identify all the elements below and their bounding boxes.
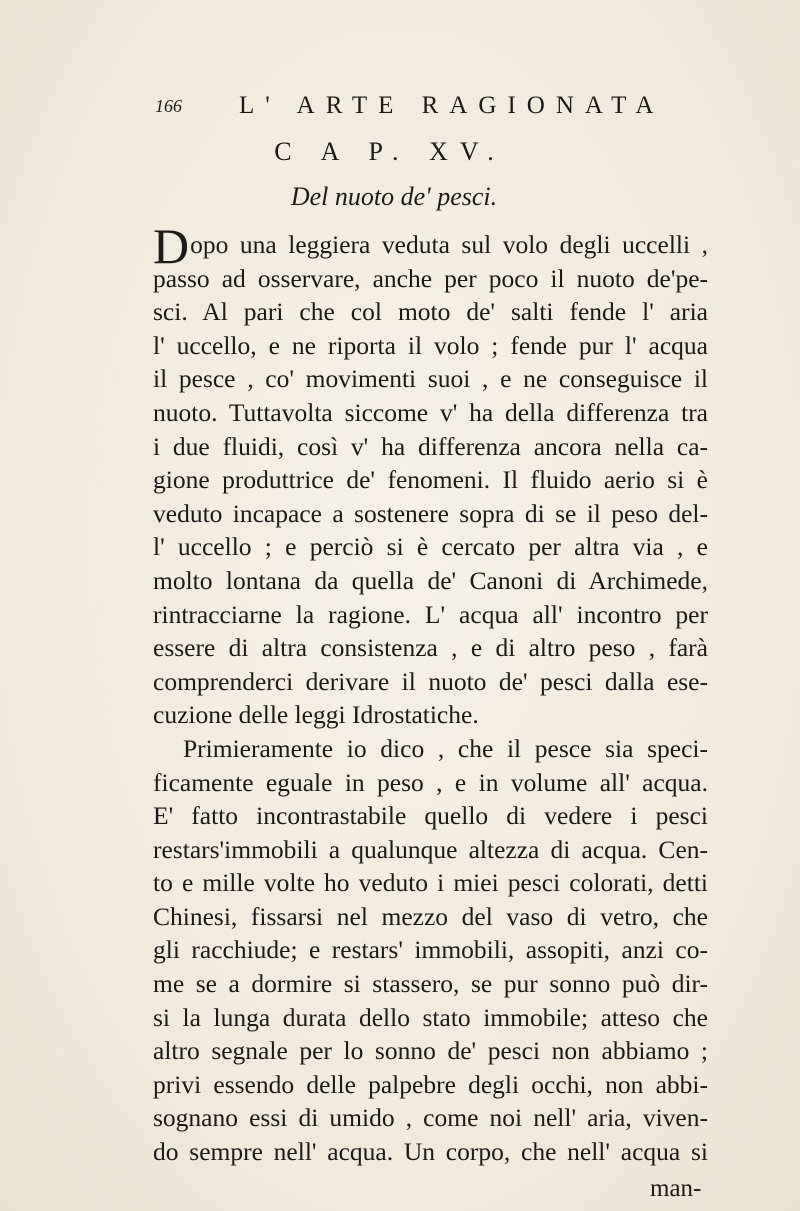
text-line-content: passo ad osservare, anche per poco il nuoto de'pe- <box>153 263 708 293</box>
text-line <box>153 262 708 296</box>
text-line <box>153 665 708 699</box>
text-line-content: i due fluidi, così v' ha differenza ancora nella ca- <box>153 431 708 461</box>
chapter-subtitle <box>0 182 800 212</box>
text-line-content: altro segnale per lo sonno de' pesci non abbiamo ; <box>153 1036 708 1066</box>
text-line <box>153 295 708 329</box>
text-line <box>153 396 708 430</box>
chapter-heading <box>0 137 800 167</box>
text-line <box>153 833 708 867</box>
text-line-content: il pesce , co' movimenti suoi , e ne conseguisce il <box>153 364 708 394</box>
text-line-content: veduto incapace a sostenere sopra di se il peso del- <box>153 498 708 528</box>
text-line-content: l' uccello ; e perciò si è cercato per altra via , e <box>153 532 708 562</box>
text-line-content: ficamente eguale in peso , e in volume all' acqua. <box>153 767 708 797</box>
text-line-content: comprenderci derivare il nuoto de' pesci dalla ese- <box>153 666 708 696</box>
text-line-content: sci. Al pari che col moto de' salti fende l' aria <box>153 297 708 327</box>
text-line <box>153 1135 708 1169</box>
text-line-content: l' uccello, e ne riporta il volo ; fende pur l' acqua <box>153 330 708 360</box>
text-line-content: restars'immobili a qualunque altezza di acqua. Cen- <box>153 834 708 864</box>
text-line-content: molto lontana da quella de' Canoni di Archimede, <box>153 565 708 595</box>
text-line <box>153 933 708 967</box>
text-line <box>153 564 708 598</box>
running-title: L' ARTE RAGIONATA <box>239 92 665 119</box>
drop-cap: D <box>153 218 190 274</box>
text-line-content: me se a dormire si stassero, se pur sonno può dir- <box>153 969 708 999</box>
text-line <box>153 362 708 396</box>
text-line-content: opo una leggiera veduta sul volo degli uccelli , <box>190 230 708 259</box>
text-line <box>153 766 708 800</box>
text-line <box>153 1001 708 1035</box>
text-line-content: privi essendo delle palpebre degli occhi, non abbi- <box>153 1069 708 1099</box>
text-line <box>153 218 708 274</box>
text-line-content: E' fatto incontrastabile quello di vedere i pesci <box>153 801 708 831</box>
text-line <box>153 1034 708 1068</box>
text-line <box>153 698 708 732</box>
running-head <box>155 92 715 122</box>
text-line <box>153 1068 708 1102</box>
text-line <box>153 530 708 564</box>
text-line-content: to e mille volte ho veduto i miei pesci colorati, detti <box>153 868 708 898</box>
text-line <box>153 900 708 934</box>
text-line <box>153 631 708 665</box>
text-line <box>153 799 708 833</box>
body-text <box>153 218 708 1169</box>
chapter-subtitle-text: Del nuoto de' pesci. <box>290 182 498 211</box>
text-line <box>153 967 708 1001</box>
text-line-content: essere di altra consistenza , e di altro peso , farà <box>153 633 708 663</box>
text-line-content: rintracciarne la ragione. L' acqua all' incontro per <box>153 599 708 629</box>
text-line-content: gione produttrice de' fenomeni. Il fluido aerio si è <box>153 465 708 495</box>
text-line <box>153 598 708 632</box>
catchword: man- <box>650 1175 702 1202</box>
text-line-content: do sempre nell' acqua. Un corpo, che nell' acqua si <box>153 1137 708 1167</box>
text-line-content: Chinesi, fissarsi nel mezzo del vaso di vetro, che <box>153 901 708 931</box>
text-line <box>153 463 708 497</box>
text-line-content: Primieramente io dico , che il pesce sia speci- <box>183 733 708 763</box>
text-line <box>153 430 708 464</box>
text-line <box>153 1101 708 1135</box>
text-line <box>153 329 708 363</box>
text-line-content: gli racchiude; e restars' immobili, assopiti, anzi co- <box>153 935 708 965</box>
chapter-heading-text: C A P. XV. <box>274 137 506 166</box>
page-number: 166 <box>155 96 182 116</box>
text-line-content: cuzione delle leggi Idrostatiche. <box>153 700 479 730</box>
text-line <box>153 497 708 531</box>
text-line <box>153 866 708 900</box>
text-line <box>153 732 708 766</box>
text-line-content: si la lunga durata dello stato immobile; atteso che <box>153 1002 708 1032</box>
text-line-content: sognano essi di umido , come noi nell' aria, viven- <box>153 1103 708 1133</box>
text-line-content: nuoto. Tuttavolta siccome v' ha della differenza tra <box>153 397 708 427</box>
